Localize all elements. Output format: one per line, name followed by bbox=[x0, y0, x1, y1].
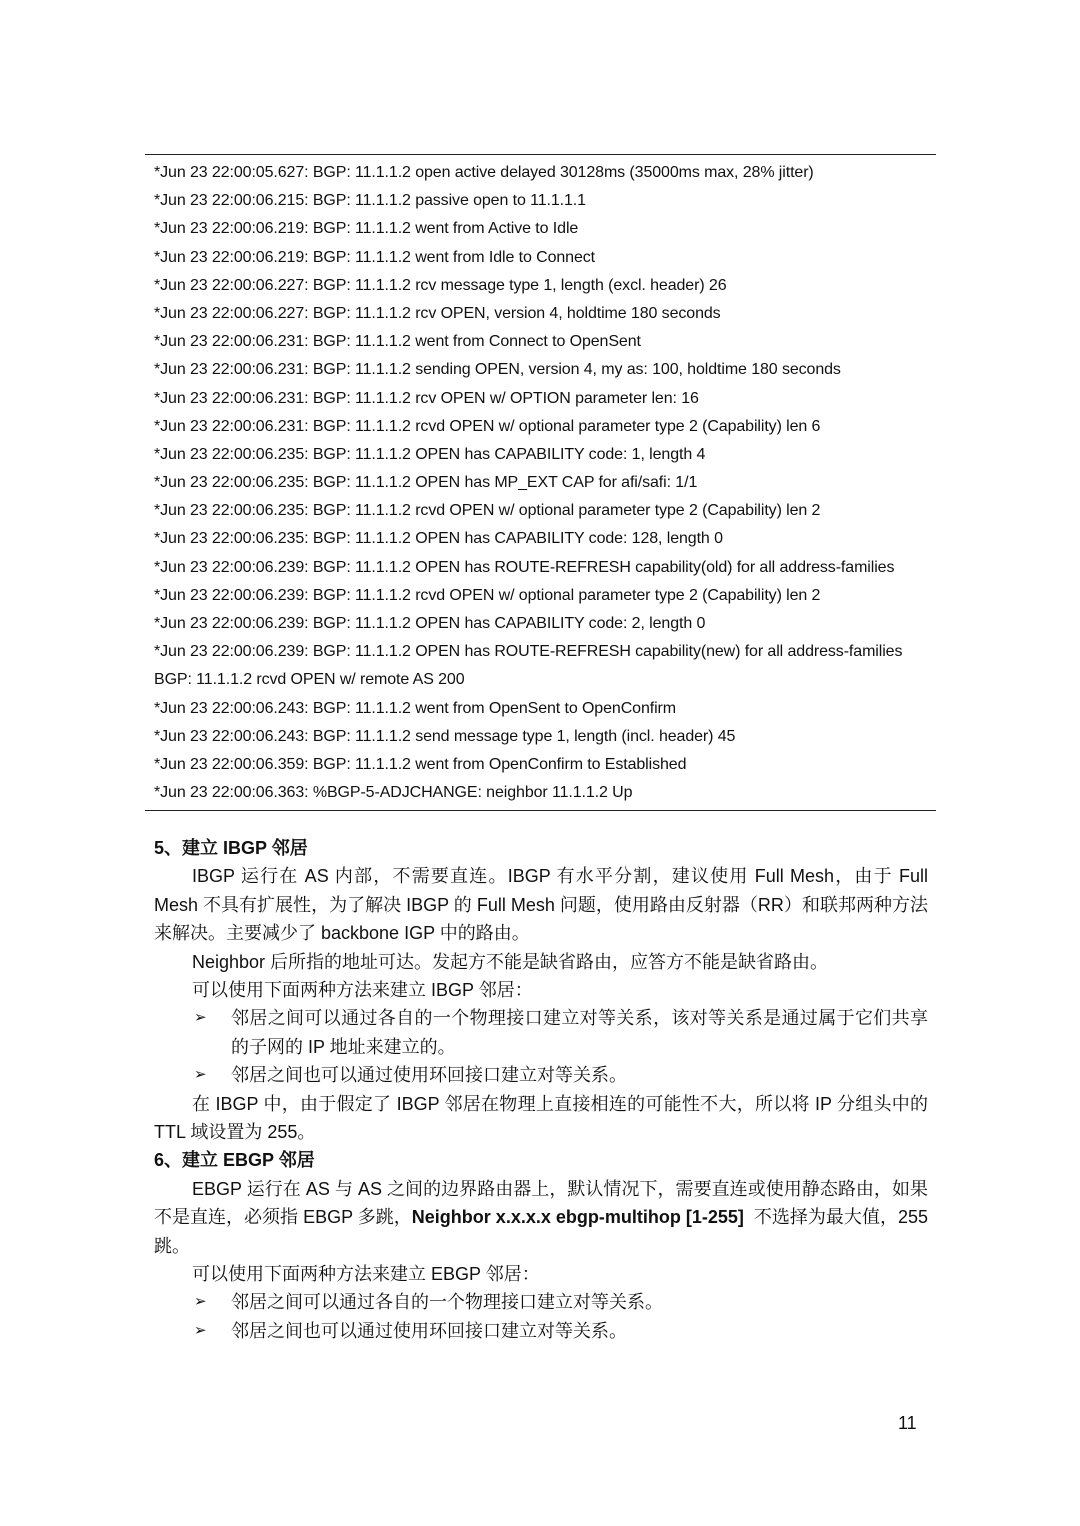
arrow-bullet-icon: ➢ bbox=[194, 1293, 207, 1311]
section-5-paragraph-3: 可以使用下面两种方法来建立 IBGP 邻居： bbox=[192, 980, 533, 1001]
page-number: 11 bbox=[898, 1413, 917, 1433]
log-line: *Jun 23 22:00:06.235: BGP: 11.1.1.2 OPEN has CAPABILITY code: 1, length 4 bbox=[154, 445, 706, 463]
arrow-bullet-icon: ➢ bbox=[194, 1009, 207, 1027]
section-6-paragraph-1 bbox=[154, 1175, 934, 1260]
log-line: *Jun 23 22:00:06.219: BGP: 11.1.1.2 went from Active to Idle bbox=[154, 220, 579, 238]
bullet-text: 邻居之间也可以通过使用环回接口建立对等关系。 bbox=[231, 1320, 627, 1341]
log-line: *Jun 23 22:00:06.227: BGP: 11.1.1.2 rcv OPEN, version 4, holdtime 180 seconds bbox=[154, 304, 721, 322]
section-5-bullet-1 bbox=[154, 1004, 928, 1061]
section-6-bullet-1 bbox=[154, 1288, 928, 1316]
section-5-paragraph-1: IBGP 运行在 AS 内部，不需要直连。IBGP 有水平分割，建议使用 Full Mesh，由于 Full Mesh 不具有扩展性，为了解决 IBGP 的 Full Mesh 问题，使用路由反射器（RR）和联邦两种方法来解决。主要减少了 backbone IGP 中的路由。 bbox=[154, 866, 928, 944]
debug-log-block bbox=[145, 154, 936, 811]
log-line: *Jun 23 22:00:06.215: BGP: 11.1.1.2 passive open to 11.1.1.1 bbox=[154, 192, 586, 210]
log-line: *Jun 23 22:00:06.235: BGP: 11.1.1.2 rcvd OPEN w/ optional parameter type 2 (Capability) len 2 bbox=[154, 502, 821, 520]
log-line: *Jun 23 22:00:06.363: %BGP-5-ADJCHANGE: neighbor 11.1.1.2 Up bbox=[154, 784, 633, 802]
arrow-bullet-icon: ➢ bbox=[194, 1066, 207, 1084]
log-line: *Jun 23 22:00:06.239: BGP: 11.1.1.2 rcvd OPEN w/ optional parameter type 2 (Capability) len 2 bbox=[154, 586, 821, 604]
bullet-text: 邻居之间可以通过各自的一个物理接口建立对等关系，该对等关系是通过属于它们共享的子网的 IP 地址来建立的。 bbox=[231, 1008, 928, 1057]
paragraph-text: EBGP 运行在 AS 与 AS 之间的边界路由器上，默认情况下，需要直连或使用静态路由，如果不是直连，必须指 EBGP 多跳， bbox=[154, 1178, 928, 1228]
log-line: *Jun 23 22:00:06.243: BGP: 11.1.1.2 send message type 1, length (incl. header) 45 bbox=[154, 727, 736, 745]
section-6-paragraph-2: 可以使用下面两种方法来建立 EBGP 邻居： bbox=[192, 1264, 540, 1285]
arrow-bullet-icon: ➢ bbox=[194, 1321, 207, 1339]
log-line: *Jun 23 22:00:06.239: BGP: 11.1.1.2 OPEN has ROUTE-REFRESH capability(old) for all address-families bbox=[154, 558, 895, 576]
section-6-heading: 6、建立 EBGP 邻居 bbox=[154, 1150, 315, 1171]
log-line: *Jun 23 22:00:06.359: BGP: 11.1.1.2 went from OpenConfirm to Established bbox=[154, 755, 687, 773]
log-line: BGP: 11.1.1.2 rcvd OPEN w/ remote AS 200 bbox=[154, 671, 465, 689]
log-line: *Jun 23 22:00:06.243: BGP: 11.1.1.2 went from OpenSent to OpenConfirm bbox=[154, 699, 677, 717]
section-5 bbox=[154, 834, 934, 1345]
section-5-paragraph-2: Neighbor 后所指的地址可达。发起方不能是缺省路由，应答方不能是缺省路由。 bbox=[192, 951, 829, 972]
section-5-bullet-2 bbox=[154, 1061, 928, 1089]
ebgp-multihop-command: Neighbor x.x.x.x ebgp-multihop [1-255] bbox=[411, 1207, 744, 1228]
log-line: *Jun 23 22:00:06.239: BGP: 11.1.1.2 OPEN has CAPABILITY code: 2, length 0 bbox=[154, 615, 706, 632]
log-line: *Jun 23 22:00:05.627: BGP: 11.1.1.2 open active delayed 30128ms (35000ms max, 28% jitter) bbox=[154, 164, 814, 181]
bullet-text: 邻居之间也可以通过使用环回接口建立对等关系。 bbox=[231, 1065, 627, 1086]
log-line: *Jun 23 22:00:06.235: BGP: 11.1.1.2 OPEN has CAPABILITY code: 128, length 0 bbox=[154, 530, 723, 548]
log-line: *Jun 23 22:00:06.231: BGP: 11.1.1.2 sending OPEN, version 4, my as: 100, holdtime 180 seconds bbox=[154, 361, 841, 379]
bullet-text: 邻居之间可以通过各自的一个物理接口建立对等关系。 bbox=[231, 1292, 663, 1313]
log-line: *Jun 23 22:00:06.239: BGP: 11.1.1.2 OPEN has ROUTE-REFRESH capability(new) for all address-families bbox=[154, 643, 903, 661]
log-line: *Jun 23 22:00:06.231: BGP: 11.1.1.2 rcv OPEN w/ OPTION parameter len: 16 bbox=[154, 389, 699, 407]
log-line: *Jun 23 22:00:06.231: BGP: 11.1.1.2 went from Connect to OpenSent bbox=[154, 333, 641, 351]
section-5-paragraph-4: 在 IBGP 中，由于假定了 IBGP 邻居在物理上直接相连的可能性不大，所以将 IP 分组头中的 TTL 域设置为 255。 bbox=[154, 1093, 928, 1143]
section-6-bullet-2 bbox=[154, 1317, 928, 1345]
log-line: *Jun 23 22:00:06.235: BGP: 11.1.1.2 OPEN has MP_EXT CAP for afi/safi: 1/1 bbox=[154, 474, 698, 492]
log-line: *Jun 23 22:00:06.231: BGP: 11.1.1.2 rcvd OPEN w/ optional parameter type 2 (Capability) len 6 bbox=[154, 417, 821, 435]
section-5-heading: 5、建立 IBGP 邻居 bbox=[154, 838, 308, 858]
paragraph-text: 不选择为最大值，255 跳。 bbox=[154, 1207, 934, 1256]
log-line: *Jun 23 22:00:06.219: BGP: 11.1.1.2 went from Idle to Connect bbox=[154, 248, 596, 266]
log-line: *Jun 23 22:00:06.227: BGP: 11.1.1.2 rcv message type 1, length (excl. header) 26 bbox=[154, 276, 727, 294]
